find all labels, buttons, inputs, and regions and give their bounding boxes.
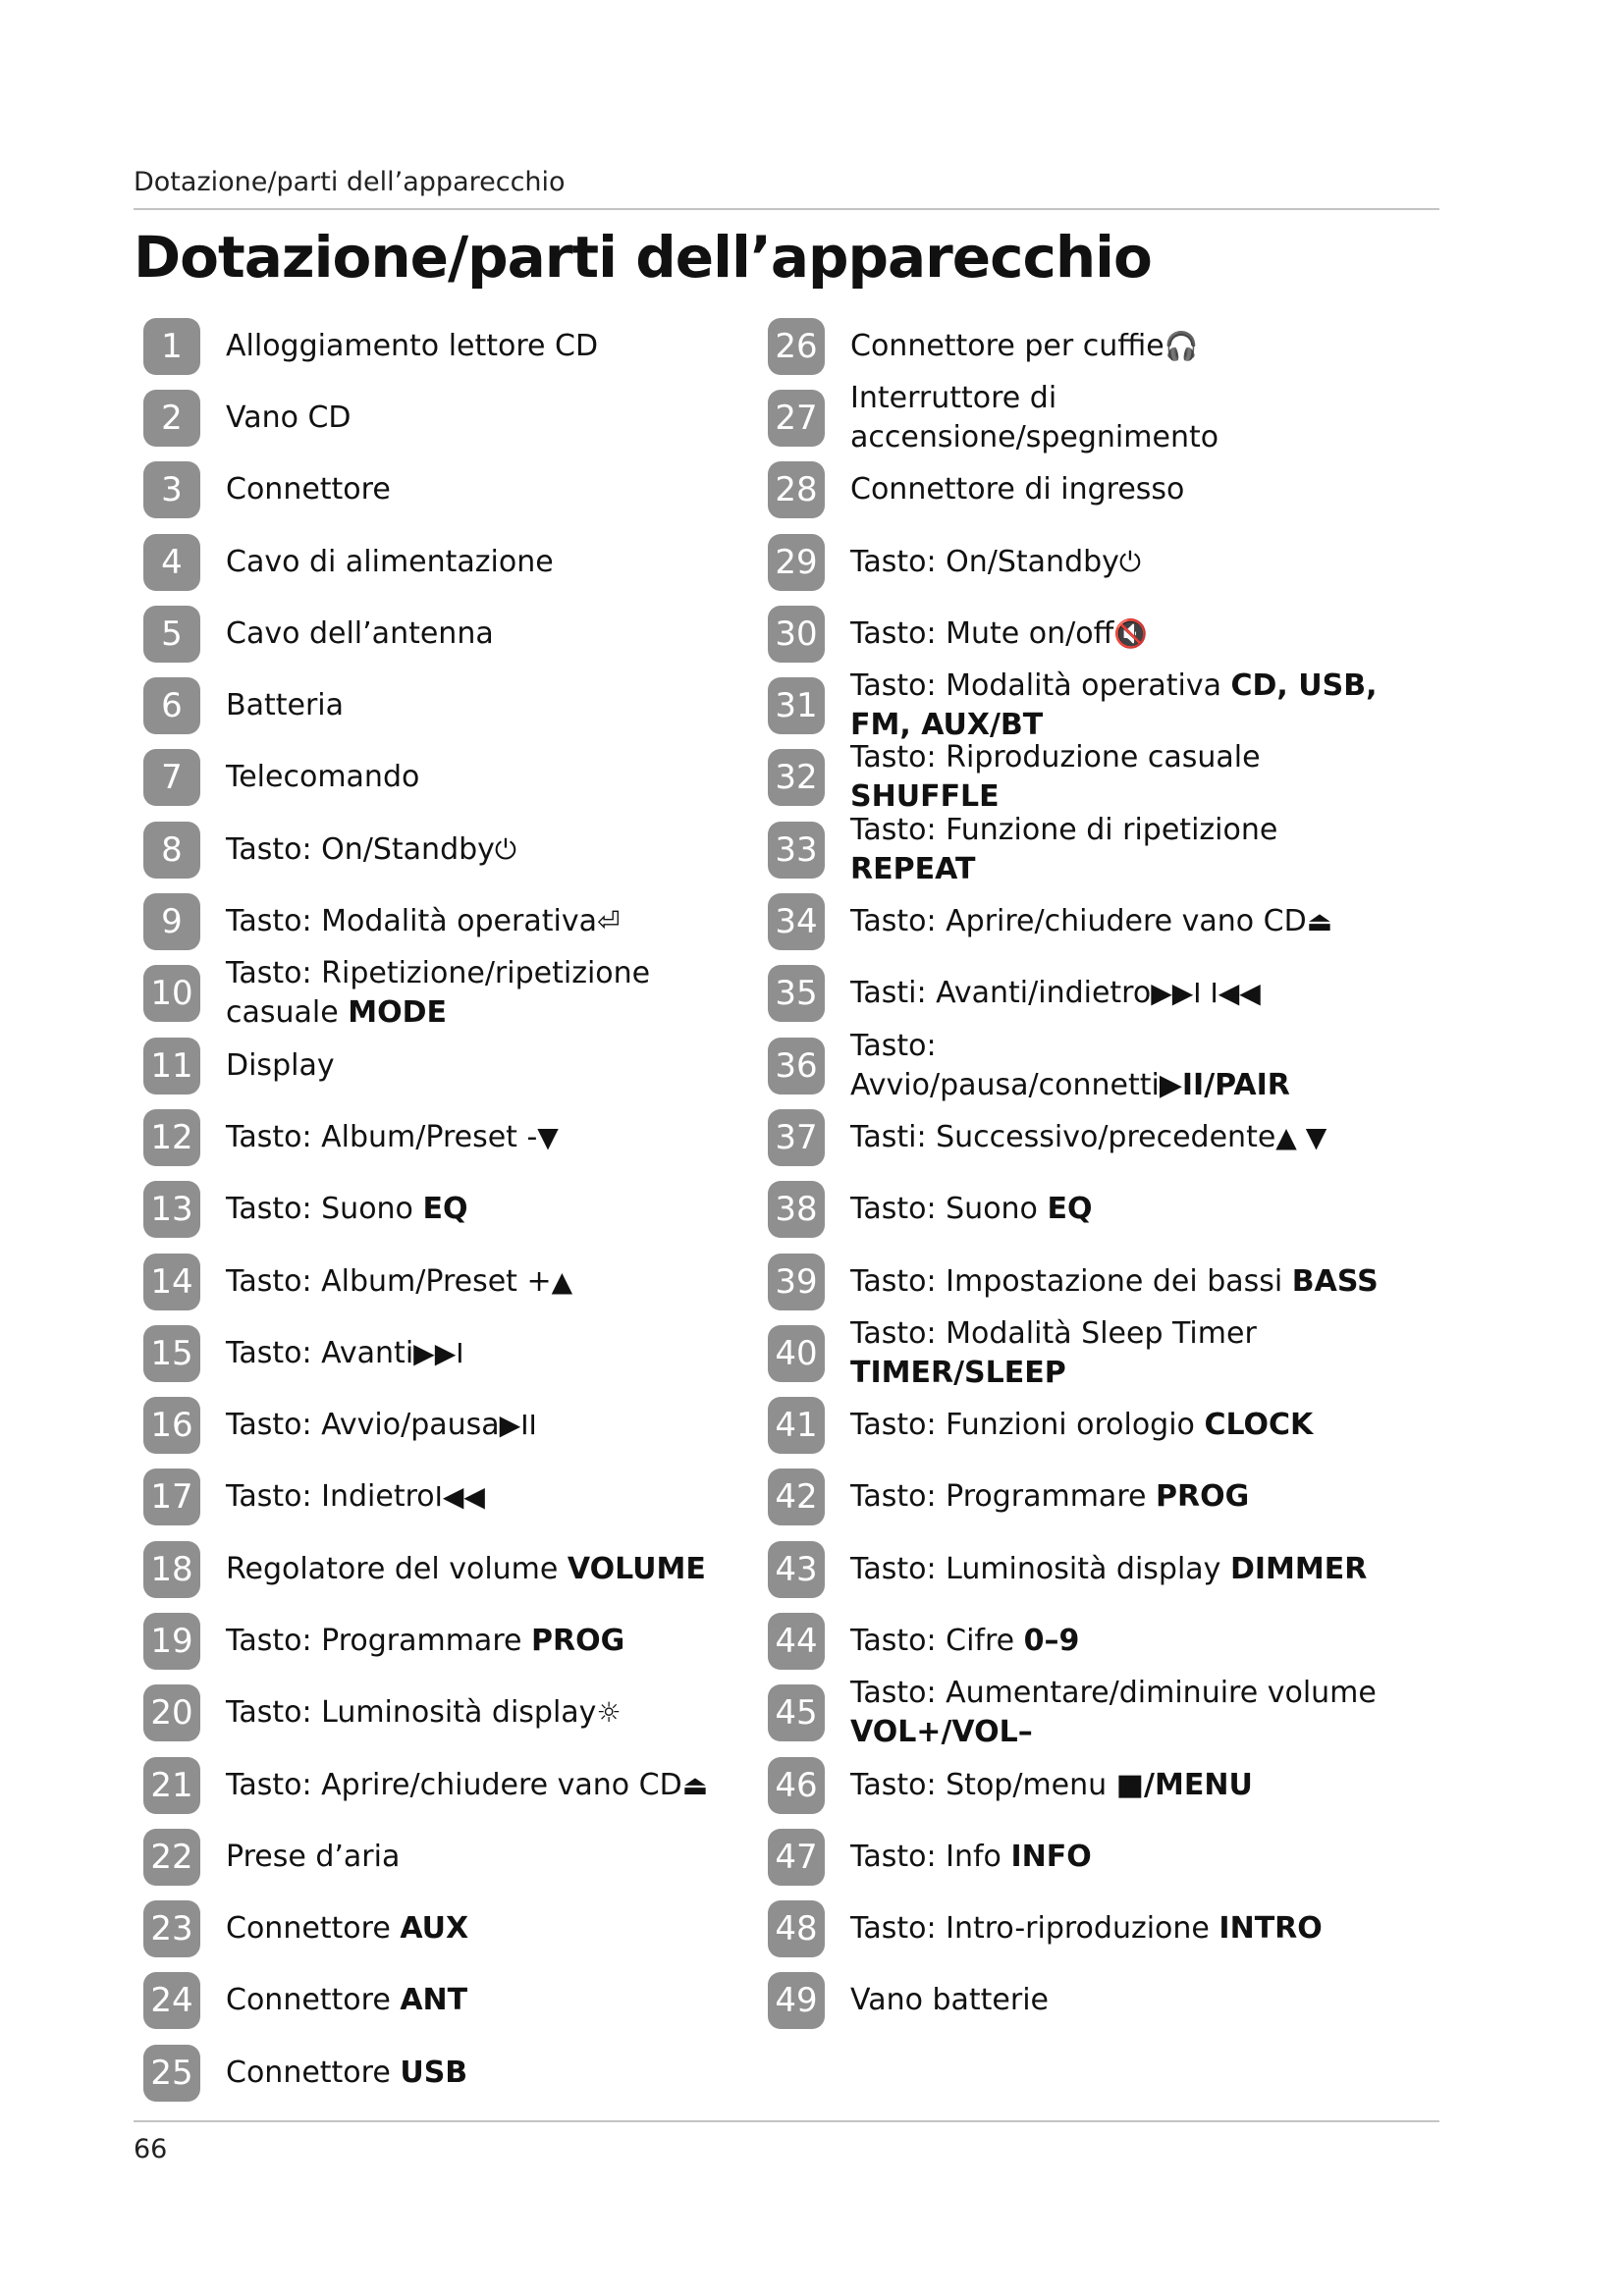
part-item: [143, 1317, 752, 1389]
part-item: [768, 1317, 1377, 1389]
part-label-text: Tasto: Impostazione dei bassi: [850, 1263, 1292, 1299]
part-symbol-icon: ⏎: [596, 905, 621, 938]
part-number-badge: 37: [768, 1109, 825, 1166]
part-number-badge: 38: [768, 1181, 825, 1238]
part-number-badge: 3: [143, 461, 200, 518]
part-label: [850, 1027, 1380, 1105]
part-label-text: Tasto: Info: [850, 1839, 1011, 1874]
part-item: [768, 1174, 1377, 1246]
part-key-name: REPEAT: [850, 851, 976, 886]
part-number-badge: 29: [768, 534, 825, 591]
part-label: [226, 1766, 756, 1805]
part-number-badge: 2: [143, 390, 200, 447]
part-label: [226, 1909, 756, 1949]
part-item: [143, 1174, 752, 1246]
part-label: [850, 1314, 1380, 1393]
part-item: [768, 1678, 1377, 1749]
part-key-name: EQ: [1047, 1192, 1093, 1227]
part-label-text: Connettore: [226, 472, 391, 507]
part-label-text: Batteria: [226, 688, 344, 723]
part-item: [143, 1605, 752, 1677]
header-divider: [134, 208, 1439, 210]
part-number-badge: 12: [143, 1109, 200, 1166]
part-symbol-icon: 🎧: [1164, 329, 1199, 362]
part-item: [768, 1462, 1377, 1533]
part-label-text: Tasto: Stop/menu: [850, 1767, 1116, 1802]
part-key-name: EQ: [422, 1192, 468, 1227]
part-label-text: Cavo dell’antenna: [226, 615, 494, 651]
part-label-text: Tasto: Aprire/chiudere vano CD: [850, 904, 1307, 939]
part-number-badge: 7: [143, 749, 200, 806]
part-label: [850, 1118, 1380, 1157]
part-item: [143, 1749, 752, 1821]
part-label-text: Tasto: Album/Preset +: [226, 1263, 552, 1299]
part-item: [768, 598, 1377, 669]
part-number-badge: 22: [143, 1829, 200, 1886]
part-item: [768, 1101, 1377, 1173]
part-item: [143, 814, 752, 885]
part-number-badge: 49: [768, 1972, 825, 2029]
part-label-text: Tasto: Luminosità display: [226, 1695, 597, 1731]
part-label-text: Connettore per cuffie: [850, 328, 1164, 363]
part-number-badge: 39: [768, 1254, 825, 1310]
part-item: [143, 742, 752, 814]
part-number-badge: 5: [143, 606, 200, 663]
part-label-text: Connettore: [226, 2055, 401, 2090]
part-number-badge: 15: [143, 1325, 200, 1382]
part-item: [143, 1965, 752, 2037]
part-item: [143, 1533, 752, 1605]
part-label-text: Regolatore del volume: [226, 1551, 568, 1586]
part-label-text: Tasto: On/Standby: [226, 831, 495, 867]
part-item: [768, 1030, 1377, 1101]
page-number: 66: [134, 2134, 168, 2164]
part-label: [226, 1046, 756, 1086]
part-number-badge: 6: [143, 677, 200, 734]
part-label: [850, 470, 1380, 509]
part-symbol-icon: ⏏: [681, 1768, 709, 1801]
part-key-name: SHUFFLE: [850, 779, 1000, 815]
page-title: Dotazione/parti dell’apparecchio: [134, 224, 1152, 291]
part-label: [226, 1262, 756, 1302]
part-label: [850, 1838, 1380, 1877]
part-label: [850, 543, 1380, 582]
part-number-badge: 26: [768, 318, 825, 375]
part-number-badge: 18: [143, 1541, 200, 1598]
part-label-text: Vano CD: [226, 400, 352, 435]
part-item: [143, 1030, 752, 1101]
part-item: [768, 1246, 1377, 1317]
part-number-badge: 19: [143, 1613, 200, 1670]
part-key-name: VOLUME: [567, 1551, 706, 1586]
part-number-badge: 28: [768, 461, 825, 518]
part-item: [768, 1749, 1377, 1821]
part-symbol-icon: ⏻: [494, 832, 517, 866]
part-symbol-icon: ▶▶I I◀◀: [1151, 977, 1261, 1010]
part-item: [143, 310, 752, 382]
part-key-name: INFO: [1010, 1839, 1092, 1874]
part-item: [143, 1821, 752, 1893]
part-item: [768, 814, 1377, 885]
part-label-text: Tasto: Programmare: [850, 1479, 1156, 1515]
part-item: [768, 1389, 1377, 1461]
part-symbol-icon: ☼: [596, 1696, 622, 1730]
part-number-badge: 4: [143, 534, 200, 591]
part-label-text: Telecomando: [226, 760, 420, 795]
part-label: [850, 1766, 1380, 1805]
part-label: [226, 686, 756, 725]
part-item: [143, 382, 752, 454]
part-label-text: Tasto: Modalità operativa: [226, 904, 597, 939]
part-symbol-icon: ▶II: [499, 1409, 537, 1442]
part-number-badge: 23: [143, 1900, 200, 1957]
part-key-name: ■/MENU: [1115, 1767, 1253, 1802]
part-label-text: Tasto: Funzioni orologio: [850, 1408, 1205, 1443]
part-item: [143, 1462, 752, 1533]
part-label-text: Tasto: Funzione di ripetizione: [850, 812, 1278, 847]
part-item: [143, 1389, 752, 1461]
part-item: [143, 454, 752, 526]
part-item: [143, 669, 752, 741]
part-label-text: Tasto: Album/Preset -: [226, 1119, 538, 1154]
part-number-badge: 16: [143, 1397, 200, 1454]
part-key-name: CD, USB, FM, AUX/BT: [850, 668, 1378, 743]
part-label: [226, 1981, 756, 2020]
part-label-text: Tasto: Ripetizione/ripetizione casuale: [226, 956, 651, 1031]
part-number-badge: 24: [143, 1972, 200, 2029]
part-label-text: Tasti: Successivo/precedente: [850, 1119, 1276, 1154]
part-label: [226, 1477, 756, 1517]
part-key-name: VOL+/VOL–: [850, 1715, 1033, 1750]
part-number-badge: 32: [768, 749, 825, 806]
part-number-badge: 36: [768, 1038, 825, 1095]
part-item: [143, 598, 752, 669]
part-label-text: Tasto: Avvio/pausa/connetti: [850, 1028, 1160, 1102]
part-label: [226, 1190, 756, 1229]
part-key-name: MODE: [348, 995, 447, 1031]
part-label: [850, 327, 1380, 366]
part-key-name: PROG: [1156, 1479, 1250, 1515]
part-label: [850, 1477, 1380, 1517]
part-symbol-icon: ⏻: [1118, 545, 1142, 578]
part-key-name: CLOCK: [1204, 1408, 1314, 1443]
part-label: [850, 1674, 1380, 1752]
part-item: [143, 2037, 752, 2109]
part-number-badge: 48: [768, 1900, 825, 1957]
part-label-text: Cavo di alimentazione: [226, 544, 554, 579]
part-number-badge: 1: [143, 318, 200, 375]
part-label-text: Tasto: Luminosità display: [850, 1551, 1230, 1586]
part-number-badge: 42: [768, 1468, 825, 1525]
part-symbol-icon: I◀◀: [434, 1480, 485, 1514]
part-label-text: Tasto: Cifre: [850, 1623, 1024, 1658]
part-label-text: Vano batterie: [850, 1983, 1050, 2018]
part-label-text: Tasto: Suono: [226, 1192, 423, 1227]
part-item: [768, 1605, 1377, 1677]
part-label: [850, 614, 1380, 654]
part-key-name: TIMER/SLEEP: [850, 1355, 1066, 1390]
part-number-badge: 10: [143, 965, 200, 1022]
part-number-badge: 9: [143, 893, 200, 950]
part-label: [226, 758, 756, 797]
part-label: [850, 738, 1380, 817]
part-label: [850, 1190, 1380, 1229]
part-label: [226, 954, 756, 1033]
part-label: [850, 1406, 1380, 1445]
part-label-text: Tasto: Mute on/off: [850, 615, 1114, 651]
part-number-badge: 11: [143, 1038, 200, 1095]
part-label-text: Tasto: Programmare: [226, 1623, 531, 1658]
part-label-text: Tasto: Aprire/chiudere vano CD: [226, 1767, 682, 1802]
part-item: [768, 310, 1377, 382]
part-number-badge: 27: [768, 390, 825, 447]
part-item: [768, 1533, 1377, 1605]
part-key-name: BASS: [1291, 1263, 1379, 1299]
part-key-name: AUX: [400, 1911, 469, 1947]
part-number-badge: 13: [143, 1181, 200, 1238]
part-item: [768, 1894, 1377, 1965]
part-key-name: DIMMER: [1229, 1551, 1368, 1586]
part-key-name: INTRO: [1218, 1911, 1323, 1947]
part-number-badge: 30: [768, 606, 825, 663]
part-number-badge: 31: [768, 677, 825, 734]
part-number-badge: 21: [143, 1757, 200, 1814]
part-label: [850, 1981, 1380, 2020]
part-key-name: PROG: [531, 1623, 625, 1658]
part-symbol-icon: ⏏: [1306, 905, 1333, 938]
part-label-text: Tasto: Intro-riproduzione: [850, 1911, 1219, 1947]
part-item: [143, 885, 752, 957]
part-item: [143, 1101, 752, 1173]
part-label-text: Alloggiamento lettore CD: [226, 328, 599, 363]
part-label: [850, 974, 1380, 1013]
part-label-text: Connettore: [226, 1983, 401, 2018]
part-label-text: Tasto: Riproduzione casuale: [850, 740, 1261, 775]
part-label: [850, 1909, 1380, 1949]
part-number-badge: 47: [768, 1829, 825, 1886]
part-label: [850, 1550, 1380, 1589]
part-label: [850, 902, 1380, 941]
part-item: [143, 1894, 752, 1965]
part-number-badge: 40: [768, 1325, 825, 1382]
part-number-badge: 34: [768, 893, 825, 950]
part-symbol-icon: 🔇: [1113, 616, 1149, 650]
part-number-badge: 46: [768, 1757, 825, 1814]
part-key-name: ANT: [400, 1983, 468, 2018]
part-key-name: USB: [400, 2055, 468, 2090]
part-label: [850, 379, 1380, 457]
part-number-badge: 41: [768, 1397, 825, 1454]
part-label-text: Tasto: On/Standby: [850, 544, 1119, 579]
part-label: [226, 1118, 756, 1157]
part-item: [768, 885, 1377, 957]
part-item: [143, 526, 752, 598]
part-symbol-icon: ▼: [537, 1120, 559, 1153]
part-label-text: Tasto: Avanti: [226, 1335, 414, 1370]
part-number-badge: 14: [143, 1254, 200, 1310]
part-label: [226, 1334, 756, 1373]
part-number-badge: 25: [143, 2045, 200, 2102]
part-label: [226, 1838, 756, 1877]
part-item: [143, 1246, 752, 1317]
part-label: [226, 2054, 756, 2093]
part-item: [768, 526, 1377, 598]
part-label: [226, 1622, 756, 1661]
part-symbol-icon: ▲ ▼: [1275, 1120, 1327, 1153]
part-label: [226, 1406, 756, 1445]
footer-divider: [134, 2120, 1439, 2122]
part-symbol-icon: ▲: [551, 1264, 573, 1298]
part-number-badge: 45: [768, 1684, 825, 1741]
part-label: [226, 470, 756, 509]
part-number-badge: 20: [143, 1684, 200, 1741]
part-item: [143, 1678, 752, 1749]
part-symbol-icon: ▶▶I: [413, 1336, 464, 1369]
part-label-text: Interruttore di accensione/spegnimento: [850, 380, 1219, 454]
part-number-badge: 43: [768, 1541, 825, 1598]
part-number-badge: 8: [143, 822, 200, 879]
part-label: [226, 830, 756, 870]
part-label-text: Tasto: Suono: [850, 1192, 1048, 1227]
parts-list-right: [768, 310, 1377, 2037]
part-label-text: Tasti: Avanti/indietro: [850, 976, 1152, 1011]
part-label: [226, 1550, 756, 1589]
part-item: [768, 454, 1377, 526]
part-item: [143, 958, 752, 1030]
part-item: [768, 1965, 1377, 2037]
part-item: [768, 382, 1377, 454]
part-item: [768, 669, 1377, 741]
part-label: [850, 1622, 1380, 1661]
parts-list-left: [143, 310, 752, 2109]
part-number-badge: 33: [768, 822, 825, 879]
part-label-text: Tasto: Indietro: [226, 1479, 435, 1515]
part-key-name: ▶II/PAIR: [1159, 1067, 1290, 1102]
part-label: [226, 614, 756, 654]
part-label: [850, 1262, 1380, 1302]
part-label: [850, 667, 1380, 745]
part-item: [768, 958, 1377, 1030]
part-label: [226, 902, 756, 941]
part-item: [768, 1821, 1377, 1893]
part-key-name: 0–9: [1023, 1623, 1080, 1658]
running-header: Dotazione/parti dell’apparecchio: [134, 167, 566, 197]
part-number-badge: 17: [143, 1468, 200, 1525]
part-label-text: Tasto: Avvio/pausa: [226, 1408, 500, 1443]
part-label-text: Display: [226, 1047, 335, 1083]
part-number-badge: 35: [768, 965, 825, 1022]
part-label: [226, 399, 756, 438]
part-label-text: Tasto: Modalità operativa: [850, 668, 1231, 704]
part-number-badge: 44: [768, 1613, 825, 1670]
part-label-text: Tasto: Modalità Sleep Timer: [850, 1315, 1257, 1351]
part-label: [226, 1693, 756, 1733]
part-item: [768, 742, 1377, 814]
part-label-text: Connettore di ingresso: [850, 472, 1185, 507]
part-label: [850, 811, 1380, 889]
part-label-text: Connettore: [226, 1911, 401, 1947]
part-label: [226, 543, 756, 582]
part-label-text: Tasto: Aumentare/diminuire volume: [850, 1676, 1377, 1711]
part-label: [226, 327, 756, 366]
part-label-text: Prese d’aria: [226, 1839, 401, 1874]
